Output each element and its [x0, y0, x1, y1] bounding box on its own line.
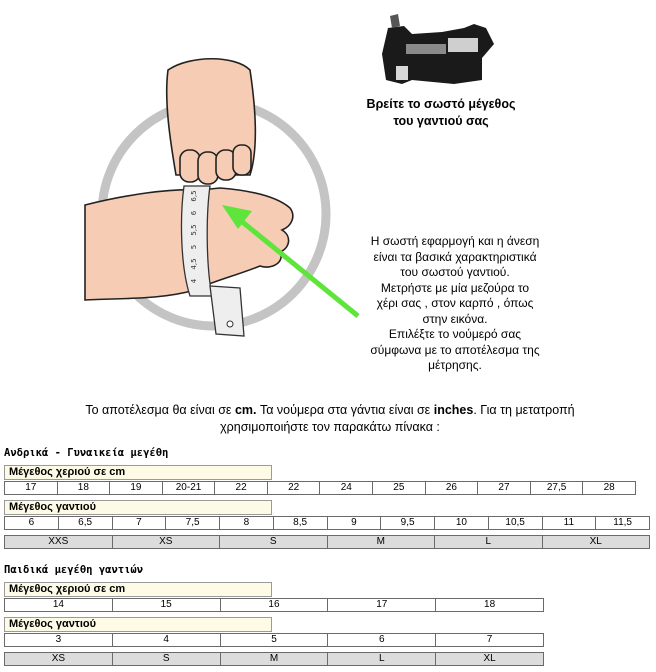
instruction-line: Η σωστή εφαρμογή και η άνεση	[370, 234, 540, 248]
kids-letter-size-row	[4, 652, 544, 666]
size-cell: L	[435, 536, 543, 548]
size-cell: XL	[436, 653, 544, 665]
size-cell: 26	[426, 482, 479, 494]
kids-glove-size-row	[4, 633, 544, 647]
adult-glove-size-label: Μέγεθος γαντιού	[4, 500, 272, 515]
instruction-line: Μετρήστε με μία μεζούρα το	[380, 280, 530, 295]
adult-section-title: Ανδρικά - Γυναικεία μεγέθη	[4, 447, 169, 459]
result-note-part1: Το αποτέλεσμα θα είναι σε	[85, 403, 235, 417]
size-cell: 17	[328, 599, 436, 611]
size-cell: 10,5	[489, 517, 543, 529]
size-cell: 20-21	[163, 482, 216, 494]
kids-hand-size-label: Μέγεθος χεριού σε cm	[4, 582, 272, 597]
size-cell: 22	[215, 482, 268, 494]
instruction-line: μέτρησης.	[428, 358, 482, 372]
adult-hand-cm-row	[4, 481, 636, 495]
size-cell: XL	[543, 536, 651, 548]
size-cell: 18	[58, 482, 111, 494]
size-heading-line2: του γαντιού σας	[393, 114, 489, 128]
tape-mark-label: 6,5	[190, 190, 198, 202]
size-cell: 3	[5, 634, 113, 646]
size-cell: S	[113, 653, 221, 665]
size-cell: 10	[435, 517, 489, 529]
size-cell: XXS	[5, 536, 113, 548]
instruction-line: του σωστού γαντιού.	[400, 265, 510, 279]
size-cell: L	[328, 653, 436, 665]
size-cell: 11	[543, 517, 597, 529]
size-cell: 14	[5, 599, 113, 611]
tape-mark-label: 6	[190, 210, 198, 216]
size-cell: 8,5	[274, 517, 328, 529]
size-cell: 8	[220, 517, 274, 529]
size-cell: 27	[478, 482, 531, 494]
size-heading-line1: Βρείτε το σωστό μέγεθος	[366, 97, 516, 111]
instructions-text	[330, 234, 580, 374]
size-heading	[330, 96, 552, 130]
hand-fingers	[167, 59, 256, 184]
adult-letter-size-row	[4, 535, 650, 549]
size-cell: 6	[5, 517, 59, 529]
adult-glove-size-row	[4, 516, 650, 530]
size-cell: 7,5	[166, 517, 220, 529]
glove-image	[382, 14, 494, 84]
size-cell: 18	[436, 599, 544, 611]
size-cell: 22	[268, 482, 321, 494]
size-cell: XS	[5, 653, 113, 665]
kids-glove-size-label: Μέγεθος γαντιού	[4, 617, 272, 632]
size-cell: 25	[373, 482, 426, 494]
size-cell: XS	[113, 536, 221, 548]
result-note-part2: Τα νούμερα στα γάντια είναι σε	[256, 403, 434, 417]
size-cell: 5	[221, 634, 329, 646]
size-cell: 4	[113, 634, 221, 646]
size-cell: 7	[113, 517, 167, 529]
size-cell: 16	[221, 599, 329, 611]
kids-hand-cm-row	[4, 598, 544, 612]
instruction-line: χέρι σας , στον καρπό , όπως	[376, 296, 534, 310]
size-cell: M	[221, 653, 329, 665]
kids-section-title: Παιδικά μεγέθη γαντιών	[4, 564, 144, 576]
tape-mark-label: 5,5	[190, 224, 198, 236]
tape-mark-label: 5	[190, 244, 198, 250]
size-cell: 28	[583, 482, 636, 494]
adult-hand-size-label: Μέγεθος χεριού σε cm	[4, 465, 272, 480]
size-cell: 6	[328, 634, 436, 646]
result-note	[40, 402, 620, 436]
size-cell: S	[220, 536, 328, 548]
size-cell: 15	[113, 599, 221, 611]
size-cell: 9	[328, 517, 382, 529]
tape-mark-label: 4,5	[190, 258, 198, 270]
size-cell: 24	[320, 482, 373, 494]
tape-mark-label: 4	[190, 278, 198, 284]
size-cell: 9,5	[381, 517, 435, 529]
size-cell: M	[328, 536, 436, 548]
instruction-line: στην εικόνα.	[422, 311, 488, 326]
result-note-inches: inches	[433, 403, 474, 417]
instruction-line: Επιλέξτε το νούμερό σας	[388, 327, 522, 341]
result-note-cm: cm.	[234, 403, 257, 417]
size-cell: 19	[110, 482, 163, 494]
instruction-line: είναι τα βασικά χαρακτηριστικά	[373, 249, 537, 264]
size-cell: 11,5	[596, 517, 650, 529]
instruction-line: σύμφωνα με το αποτέλεσμα της	[370, 342, 540, 357]
size-cell: 27,5	[531, 482, 584, 494]
result-note-part3: . Για τη μετατροπή χρησιμοποιήστε τον παρακάτω πίνακα :	[220, 403, 575, 434]
size-cell: 7	[436, 634, 544, 646]
size-cell: 6,5	[59, 517, 113, 529]
size-cell: 17	[5, 482, 58, 494]
